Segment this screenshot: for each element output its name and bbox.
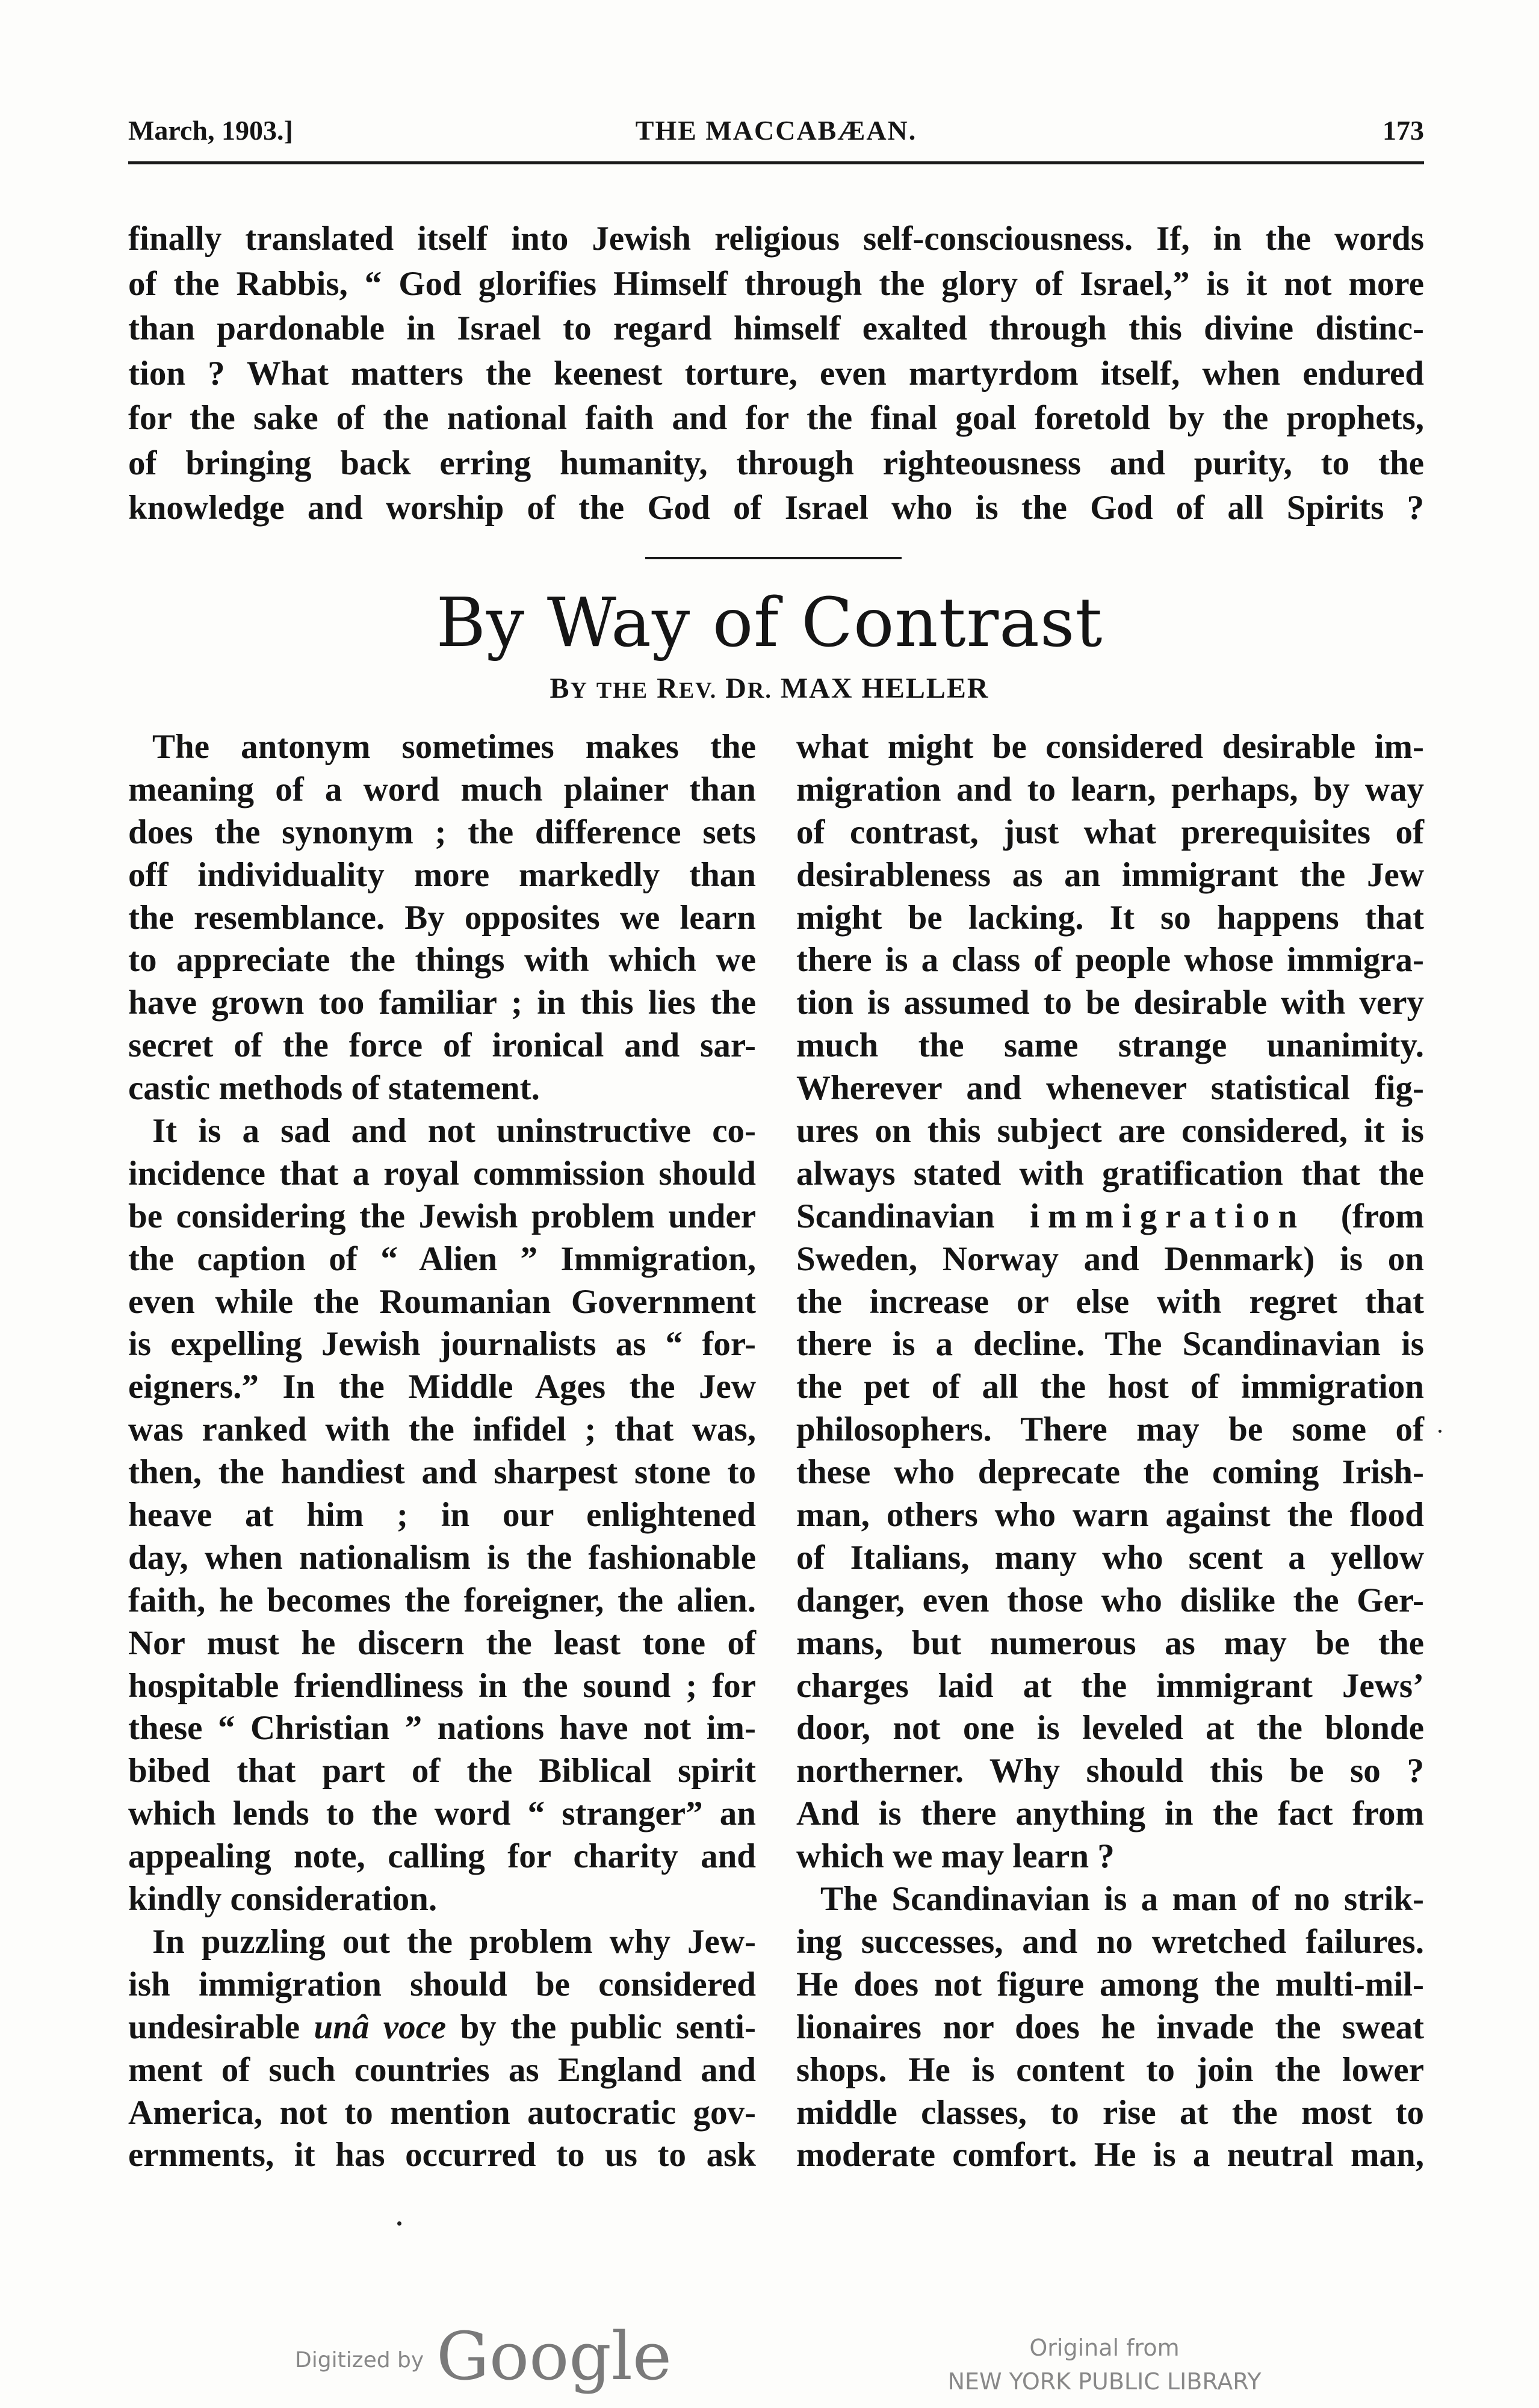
column-line: appealing note, calling for charity and [128,1837,756,1876]
letterspaced-word: immigration [1030,1197,1306,1235]
column-line: does the synonym ; the difference sets [128,813,756,851]
column-line: of Italians, many who scent a yellow [796,1538,1424,1577]
library-name: NEW YORK PUBLIC LIBRARY [947,2368,1262,2395]
column-line: the resemblance. By opposites we learn [128,898,756,937]
original-from-note [915,2331,1294,2398]
column-line: to appreciate the things with which we [128,941,756,979]
column-line: even while the Roumanian Government [128,1282,756,1321]
column-line: the increase or else with regret that [796,1282,1424,1321]
column-line: there is a class of people whose immigra- [796,941,1424,979]
column-line: be considering the Jewish problem under [128,1197,756,1235]
column-line: incidence that a royal commission should [128,1154,756,1193]
column-line: day, when nationalism is the fashionable [128,1538,756,1577]
column-line: ernments, it has occurred to us to ask [128,2136,756,2174]
left-column [128,726,756,2177]
column-line: which lends to the word “ stranger” an [128,1795,756,1833]
column-line: danger, even those who dislike the Ger- [796,1581,1424,1619]
column-line: faith, he becomes the foreigner, the alien. [128,1581,756,1619]
column-line: In puzzling out the problem why Jew- [152,1922,756,1961]
column-line: migration and to learn, perhaps, by way [796,770,1424,808]
column-line [796,1196,1424,1238]
column-line: ish immigration should be considered [128,1965,756,2003]
column-line: might be lacking. It so happens that [796,898,1424,937]
intro-line: knowledge and worship of the God of Israel who is the God of all Spirits ? [128,489,1424,527]
column-line: much the same strange unanimity. [796,1026,1424,1065]
column-line: which we may learn ? [796,1837,1115,1876]
column-line: have grown too familiar ; in this lies the [128,984,756,1022]
header-page-number: 173 [1383,115,1424,146]
digitized-by-label: Digitized by [295,2348,424,2372]
column-line: castic methods of statement. [128,1069,540,1108]
column-line: Nor must he discern the least tone of [128,1624,756,1662]
column-line: ment of such countries as England and [128,2050,756,2089]
column-line: America, not to mention autocratic gov- [128,2093,756,2132]
byline-rev-rest: EV. [678,678,717,703]
print-speck [397,2221,401,2226]
intro-line: tion ? What matters the keenest torture, even martyrdom itself, when endured [128,354,1424,393]
byline-rev: R [657,672,679,704]
column-line: The Scandinavian is a man of no strik- [820,1880,1424,1919]
right-column [796,726,1424,2177]
column-line: tion is assumed to be desirable with very [796,984,1424,1022]
column-line: philosophers. There may be some of [796,1410,1424,1449]
intro-line: for the sake of the national faith and for the final goal foretold by the prophets, [128,399,1424,437]
column-line: hospitable friendliness in the sound ; for [128,1666,756,1705]
italic-una-voce: unâ voce [314,2008,447,2046]
column-line: there is a decline. The Scandinavian is [796,1325,1424,1364]
article-title: By Way of Contrast [436,584,1103,662]
byline-dr-rest: R. [747,678,772,703]
intro-line: finally translated itself into Jewish religious self-consciousness. If, in the words [128,220,1424,258]
column-line: The antonym sometimes makes the [152,728,756,766]
column-line: was ranked with the infidel ; that was, [128,1410,756,1449]
line-segment: Scandinavian [796,1197,995,1235]
column-line: the caption of “ Alien ” Immigration, [128,1240,756,1278]
running-head [128,114,1424,157]
column-line: eigners.” In the Middle Ages the Jew [128,1368,756,1406]
byline-by: B [550,672,571,704]
header-date: March, 1903.] [128,115,293,146]
header-journal-title: THE MACCABÆAN. [635,115,917,146]
column-line: northerner. Why should this be so ? [796,1752,1424,1790]
column-line: these who deprecate the coming Irish- [796,1453,1424,1492]
column-line: He does not figure among the multi-mil- [796,1965,1424,2003]
column-line: door, not one is leveled at the blonde [796,1709,1424,1748]
column-line: of contrast, just what prerequisites of [796,813,1424,851]
intro-line: than pardonable in Israel to regard himself exalted through this divine distinc- [128,309,1424,347]
column-line: always stated with gratification that the [796,1154,1424,1193]
line-segment: undesirable [128,2008,300,2046]
intro-paragraph [128,217,1424,531]
column-line: heave at him ; in our enlightened [128,1496,756,1534]
original-from-label: Original from [1029,2335,1180,2361]
column-line: the pet of all the host of immigration [796,1368,1424,1406]
google-logo: Google [436,2318,672,2395]
column-line: And is there anything in the fact from [796,1795,1424,1833]
line-segment: by the public senti- [460,2008,757,2046]
column-line: then, the handiest and sharpest stone to [128,1453,756,1492]
section-divider [645,557,902,559]
column-line: charges laid at the immigrant Jews’ [796,1666,1424,1705]
column-line [128,2006,756,2049]
intro-line: of bringing back erring humanity, through righteousness and purity, to the [128,444,1424,482]
column-line: secret of the force of ironical and sar- [128,1026,756,1065]
byline-the: THE [596,678,649,703]
column-line: ing successes, and no wretched failures. [796,1922,1424,1961]
column-line: moderate comfort. He is a neutral man, [796,2136,1424,2174]
column-line: kindly consideration. [128,1880,438,1919]
column-line: ures on this subject are considered, it is [796,1112,1424,1150]
byline-author-name: MAX HELLER [780,672,989,704]
article-byline [0,672,1539,705]
column-line: meaning of a word much plainer than [128,770,756,808]
column-line: mans, but numerous as may be the [796,1624,1424,1662]
column-line: is expelling Jewish journalists as “ for- [128,1325,756,1364]
column-line: Wherever and whenever statistical fig- [796,1069,1424,1108]
column-line: desirableness as an immigrant the Jew [796,855,1424,894]
column-line: shops. He is content to join the lower [796,2050,1424,2089]
column-line: these “ Christian ” nations have not im- [128,1709,756,1748]
byline-by-rest: Y [570,678,588,703]
column-line: bibed that part of the Biblical spirit [128,1752,756,1790]
line-segment: (from [1340,1197,1425,1235]
column-line: It is a sad and not uninstructive co- [152,1112,756,1150]
header-rule [128,161,1424,164]
column-line: off individuality more markedly than [128,855,756,894]
byline-dr: D [725,672,748,704]
column-line: man, others who warn against the flood [796,1496,1424,1534]
column-line: middle classes, to rise at the most to [796,2093,1424,2132]
intro-line: of the Rabbis, “ God glorifies Himself through the glory of Israel,” is it not more [128,264,1424,303]
column-line: lionaires nor does he invade the sweat [796,2008,1424,2046]
column-line: Sweden, Norway and Denmark) is on [796,1240,1424,1278]
print-speck [1438,1430,1441,1433]
column-line: what might be considered desirable im- [796,728,1424,766]
